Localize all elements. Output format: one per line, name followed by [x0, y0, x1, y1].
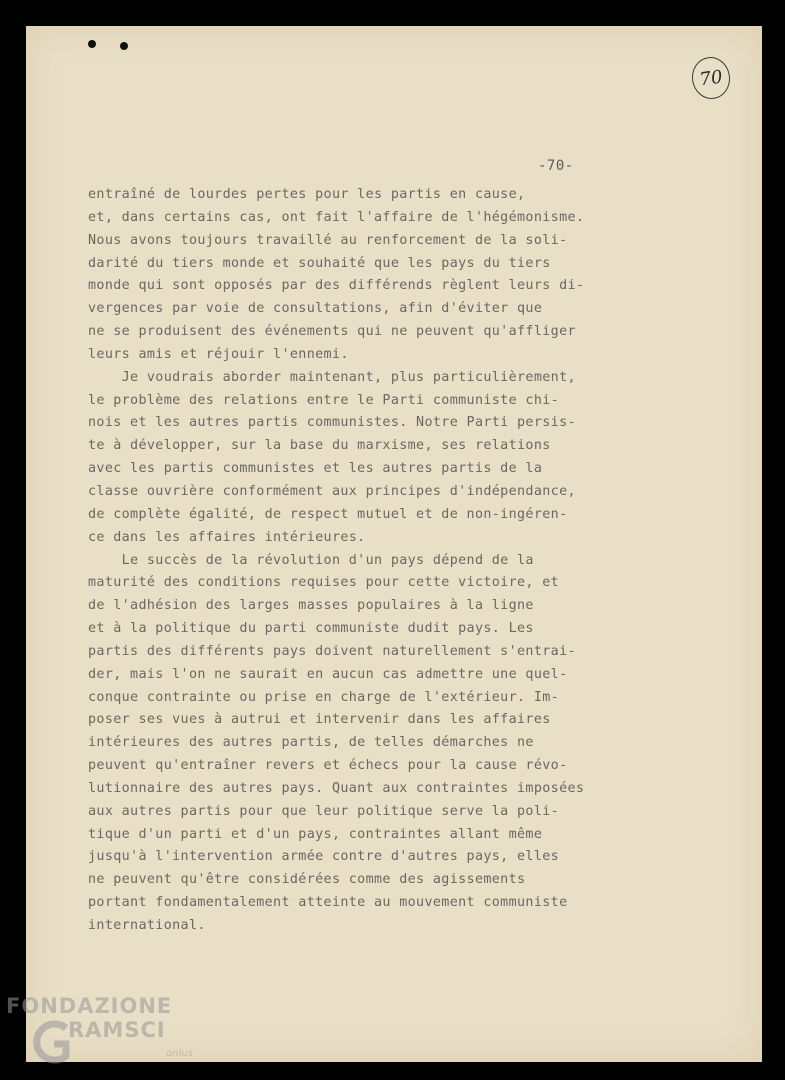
text-line: tique d'un parti et d'un pays, contraintes allant même [88, 826, 543, 842]
text-line: darité du tiers monde et souhaité que les pays du tiers [88, 255, 551, 271]
watermark-line3: onlus [166, 1048, 193, 1059]
text-line: portant fondamentalement atteinte au mouvement communiste [88, 895, 568, 911]
text-line: ne peuvent qu'être considérées comme des agissements [88, 872, 526, 888]
text-line: leurs amis et réjouir l'ennemi. [88, 346, 349, 362]
text-line: et à la politique du parti communiste dudit pays. Les [88, 621, 534, 637]
watermark-line1: FONDAZIONE [6, 994, 173, 1018]
text-line: te à développer, sur la base du marxisme, ses relations [88, 438, 551, 454]
text-line: intérieures des autres partis, de telles démarches ne [88, 735, 534, 751]
text-line: partis des différents pays doivent naturellement s'entrai- [88, 643, 576, 659]
text-line: der, mais l'on ne saurait en aucun cas admettre une quel- [88, 666, 568, 682]
watermark-line2: RAMSCI [68, 1018, 166, 1042]
text-line: poser ses vues à autrui et intervenir dans les affaires [88, 712, 551, 728]
text-line: ce dans les affaires intérieures. [88, 529, 366, 545]
page-number: -70- [538, 158, 574, 174]
text-line: entraîné de lourdes pertes pour les partis en cause, [88, 187, 526, 202]
text-line: avec les partis communistes et les autres partis de la [88, 461, 543, 477]
text-line: le problème des relations entre le Parti communiste chi- [88, 392, 560, 408]
punch-hole [88, 40, 96, 48]
text-line: ne se produisent des événements qui ne peuvent qu'affliger [88, 324, 576, 340]
text-line: international. [88, 918, 206, 933]
punch-hole [120, 42, 128, 50]
text-line: lutionnaire des autres pays. Quant aux contraintes imposées [88, 780, 585, 796]
text-line: Nous avons toujours travaillé au renforcement de la soli- [88, 232, 568, 248]
text-line: jusqu'à l'intervention armée contre d'autres pays, elles [88, 849, 560, 865]
text-line: aux autres partis pour que leur politique serve la poli- [88, 803, 560, 819]
text-line: maturité des conditions requises pour cette victoire, et [88, 575, 560, 591]
handwritten-folio-number [689, 55, 732, 102]
text-line: Le succès de la révolution d'un pays dépend de la [88, 552, 534, 568]
text-line: monde qui sont opposés par des différends règlent leurs di- [88, 278, 585, 294]
text-line: peuvent qu'entraîner revers et échecs pour la cause révo- [88, 758, 568, 774]
text-line: Je voudrais aborder maintenant, plus particulièrement, [88, 369, 576, 385]
text-line: nois et les autres partis communistes. Notre Parti persis- [88, 415, 576, 431]
typewritten-body [88, 184, 688, 938]
text-line: de complète égalité, de respect mutuel et de non-ingéren- [88, 506, 568, 522]
folio-number-text: 70 [698, 66, 724, 90]
text-line: vergences par voie de consultations, afin d'éviter que [88, 301, 543, 317]
text-line: conque contrainte ou prise en charge de l'extérieur. Im- [88, 689, 560, 705]
text-line: de l'adhésion des larges masses populaires à la ligne [88, 598, 534, 614]
text-line: classe ouvrière conformément aux principes d'indépendance, [88, 483, 576, 499]
text-line: et, dans certains cas, ont fait l'affaire de l'hégémonisme. [88, 209, 585, 225]
